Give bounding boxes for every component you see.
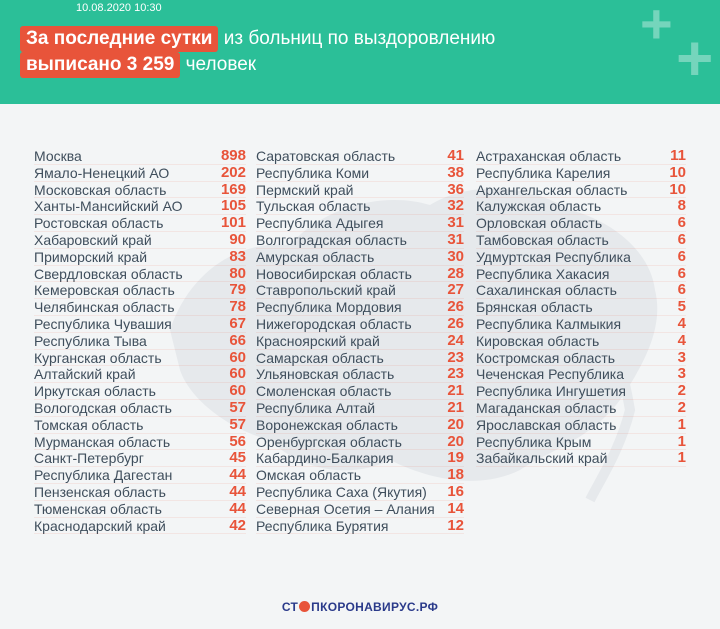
- row-separator: [256, 533, 464, 534]
- date-label: 10.08.2020 10:30: [76, 2, 162, 14]
- region-row: [34, 484, 246, 501]
- region-value: 169: [220, 180, 246, 198]
- region-value: 90: [229, 230, 246, 248]
- region-value: 31: [447, 214, 464, 232]
- region-name: Свердловская область: [34, 265, 183, 282]
- region-name: Республика Тыва: [34, 332, 147, 349]
- region-row: [256, 366, 464, 383]
- region-value: 105: [220, 197, 246, 215]
- region-name: Саратовская область: [256, 148, 396, 164]
- region-value: 31: [447, 230, 464, 248]
- region-name: Тульская область: [256, 198, 371, 215]
- region-name: Хабаровский край: [34, 231, 152, 248]
- region-row: [34, 232, 246, 249]
- region-name: Кировская область: [476, 332, 600, 349]
- region-name: Ульяновская область: [256, 366, 395, 383]
- region-value: 20: [447, 432, 464, 450]
- headline-line-2: [20, 52, 256, 78]
- region-name: Красноярский край: [256, 332, 380, 349]
- region-row: [34, 249, 246, 266]
- region-row: [34, 417, 246, 434]
- region-name: Республика Бурятия: [256, 517, 389, 534]
- region-row: [256, 165, 464, 182]
- region-value: 2: [677, 382, 686, 400]
- region-value: 6: [677, 264, 686, 282]
- region-value: 26: [447, 298, 464, 316]
- region-row: [256, 417, 464, 434]
- region-value: 18: [447, 466, 464, 484]
- region-name: Ставропольский край: [256, 282, 396, 299]
- region-row: [34, 501, 246, 518]
- region-value: 898: [220, 147, 246, 164]
- region-name: Оренбургская область: [256, 433, 402, 450]
- footer-logo: [0, 600, 720, 614]
- region-value: 1: [677, 449, 686, 467]
- region-name: Северная Осетия – Алания: [256, 500, 435, 517]
- region-value: 36: [447, 180, 464, 198]
- region-value: 8: [677, 197, 686, 215]
- region-name: Республика Хакасия: [476, 265, 610, 282]
- region-name: Ростовская область: [34, 215, 164, 232]
- plus-decor-icon: +: [640, 0, 673, 55]
- region-value: 6: [677, 230, 686, 248]
- region-name: Курганская область: [34, 349, 162, 366]
- region-name: Челябинская область: [34, 299, 175, 316]
- region-value: 80: [229, 264, 246, 282]
- region-value: 83: [229, 247, 246, 265]
- region-value: 1: [677, 415, 686, 433]
- region-name: Новосибирская область: [256, 265, 412, 282]
- region-name: Республика Чувашия: [34, 315, 172, 332]
- region-name: Краснодарский край: [34, 517, 166, 534]
- region-name: Нижегородская область: [256, 315, 412, 332]
- region-name: Омская область: [256, 467, 362, 484]
- region-name: Сахалинская область: [476, 282, 617, 299]
- region-row: [476, 350, 686, 367]
- region-value: 23: [447, 348, 464, 366]
- region-column-3: [476, 148, 686, 467]
- region-name: Томская область: [34, 416, 144, 433]
- region-row: [34, 266, 246, 283]
- region-row: [256, 383, 464, 400]
- region-value: 28: [447, 264, 464, 282]
- plus-decor-icon: +: [676, 22, 714, 94]
- region-row: [256, 350, 464, 367]
- region-row: [34, 400, 246, 417]
- region-row: [34, 366, 246, 383]
- region-name: Мурманская область: [34, 433, 171, 450]
- region-value: 4: [677, 331, 686, 349]
- region-name: Пермский край: [256, 181, 354, 198]
- region-name: Орловская область: [476, 215, 603, 232]
- region-name: Москва: [34, 148, 82, 164]
- region-name: Астраханская область: [476, 148, 622, 164]
- total-suffix: человек: [180, 54, 257, 75]
- region-row: [476, 215, 686, 232]
- region-name: Республика Алтай: [256, 399, 376, 416]
- region-row: [34, 383, 246, 400]
- region-row: [256, 232, 464, 249]
- region-name: Республика Ингушетия: [476, 383, 627, 400]
- region-row: [34, 215, 246, 232]
- region-column-2: [256, 148, 464, 534]
- region-value: 60: [229, 348, 246, 366]
- region-row: [256, 400, 464, 417]
- region-value: 67: [229, 314, 246, 332]
- region-name: Республика Мордовия: [256, 299, 402, 316]
- region-value: 21: [447, 382, 464, 400]
- region-name: Ямало-Ненецкий АО: [34, 164, 170, 181]
- region-row: [256, 484, 464, 501]
- region-value: 5: [677, 298, 686, 316]
- headline-rest: из больниц по выздоровлению: [218, 28, 496, 49]
- region-name: Республика Калмыкия: [476, 315, 622, 332]
- region-row: [476, 400, 686, 417]
- region-name: Республика Саха (Якутия): [256, 483, 427, 500]
- region-name: Московская область: [34, 181, 167, 198]
- region-row: [476, 266, 686, 283]
- region-row: [256, 518, 464, 535]
- region-value: 56: [229, 432, 246, 450]
- region-value: 57: [229, 415, 246, 433]
- region-name: Республика Адыгея: [256, 215, 384, 232]
- region-row: [476, 299, 686, 316]
- region-name: Вологодская область: [34, 399, 172, 416]
- region-name: Костромская область: [476, 349, 616, 366]
- region-name: Пензенская область: [34, 483, 166, 500]
- region-name: Калужская область: [476, 198, 602, 215]
- region-name: Санкт-Петербург: [34, 450, 144, 467]
- region-value: 12: [447, 516, 464, 534]
- region-row: [256, 198, 464, 215]
- region-row: [34, 518, 246, 535]
- region-value: 1: [677, 432, 686, 450]
- region-value: 41: [447, 147, 464, 164]
- region-row: [256, 249, 464, 266]
- region-value: 79: [229, 281, 246, 299]
- region-name: Архангельская область: [476, 181, 628, 198]
- region-row: [476, 417, 686, 434]
- region-name: Чеченская Республика: [476, 366, 624, 383]
- region-row: [476, 282, 686, 299]
- region-value: 2: [677, 398, 686, 416]
- region-value: 45: [229, 449, 246, 467]
- region-row: [256, 467, 464, 484]
- region-value: 6: [677, 214, 686, 232]
- region-row: [476, 434, 686, 451]
- region-name: Республика Крым: [476, 433, 592, 450]
- region-name: Приморский край: [34, 248, 148, 265]
- region-row: [34, 350, 246, 367]
- region-name: Смоленская область: [256, 383, 392, 400]
- region-value: 3: [677, 348, 686, 366]
- region-value: 44: [229, 499, 246, 517]
- region-value: 78: [229, 298, 246, 316]
- region-row: [476, 232, 686, 249]
- region-row: [476, 165, 686, 182]
- region-name: Амурская область: [256, 248, 375, 265]
- region-value: 6: [677, 281, 686, 299]
- region-name: Самарская область: [256, 349, 384, 366]
- region-row: [476, 148, 686, 165]
- region-name: Республика Коми: [256, 164, 370, 181]
- headline-total-pill: [20, 52, 180, 78]
- region-name: Брянская область: [476, 299, 593, 316]
- region-value: 202: [220, 163, 246, 181]
- region-row: [256, 182, 464, 199]
- region-row: [34, 333, 246, 350]
- region-value: 44: [229, 482, 246, 500]
- region-row: [476, 316, 686, 333]
- region-name: Удмуртская Республика: [476, 248, 631, 265]
- region-row: [256, 333, 464, 350]
- region-value: 60: [229, 365, 246, 383]
- headline-highlight: За последние сутки: [20, 26, 218, 52]
- region-row: [476, 383, 686, 400]
- region-name: Алтайский край: [34, 366, 136, 383]
- region-row: [476, 450, 686, 467]
- logo-text-end: ПКОРОНАВИРУС.РФ: [311, 600, 439, 614]
- region-value: 38: [447, 163, 464, 181]
- region-value: 3: [677, 365, 686, 383]
- region-value: 24: [447, 331, 464, 349]
- region-row: [256, 215, 464, 232]
- region-value: 16: [447, 482, 464, 500]
- region-name: Кемеровская область: [34, 282, 175, 299]
- region-row: [256, 299, 464, 316]
- region-value: 10: [669, 180, 686, 198]
- region-row: [476, 333, 686, 350]
- total-count: 3 259: [126, 54, 175, 75]
- region-row: [256, 316, 464, 333]
- region-name: Магаданская область: [476, 399, 617, 416]
- region-row: [256, 501, 464, 518]
- region-row: [34, 467, 246, 484]
- region-row: [34, 182, 246, 199]
- region-row: [256, 282, 464, 299]
- region-row: [34, 299, 246, 316]
- region-row: [34, 316, 246, 333]
- region-row: [256, 434, 464, 451]
- region-value: 66: [229, 331, 246, 349]
- region-name: Иркутская область: [34, 383, 156, 400]
- region-value: 60: [229, 382, 246, 400]
- region-row: [256, 148, 464, 165]
- region-row: [476, 198, 686, 215]
- region-name: Республика Дагестан: [34, 467, 173, 484]
- logo-text-start: СТ: [281, 600, 299, 614]
- region-name: Ярославская область: [476, 416, 617, 433]
- region-row: [476, 366, 686, 383]
- header-banner: [0, 0, 720, 104]
- region-value: 20: [447, 415, 464, 433]
- region-value: 42: [229, 516, 246, 534]
- region-row: [256, 450, 464, 467]
- region-value: 4: [677, 314, 686, 332]
- row-separator: [34, 533, 246, 534]
- region-name: Волгоградская область: [256, 231, 407, 248]
- region-row: [34, 198, 246, 215]
- region-value: 10: [669, 163, 686, 181]
- total-prefix: выписано: [26, 54, 127, 75]
- region-column-1: [34, 148, 246, 534]
- row-separator: [476, 466, 686, 467]
- region-value: 19: [447, 449, 464, 467]
- headline-line-1: [20, 26, 495, 52]
- region-name: Республика Карелия: [476, 164, 611, 181]
- region-value: 14: [447, 499, 464, 517]
- region-name: Тюменская область: [34, 500, 162, 517]
- region-value: 6: [677, 247, 686, 265]
- region-row: [34, 450, 246, 467]
- region-row: [34, 148, 246, 165]
- region-value: 23: [447, 365, 464, 383]
- region-name: Забайкальский край: [476, 450, 608, 467]
- region-name: Тамбовская область: [476, 231, 609, 248]
- region-name: Воронежская область: [256, 416, 398, 433]
- region-row: [256, 266, 464, 283]
- region-row: [34, 165, 246, 182]
- region-row: [476, 182, 686, 199]
- region-value: 44: [229, 466, 246, 484]
- region-value: 57: [229, 398, 246, 416]
- region-value: 30: [447, 247, 464, 265]
- region-name: Ханты-Мансийский АО: [34, 198, 183, 215]
- region-value: 26: [447, 314, 464, 332]
- region-row: [34, 282, 246, 299]
- region-value: 11: [670, 147, 686, 164]
- logo-stop-icon: [299, 601, 310, 612]
- region-value: 32: [447, 197, 464, 215]
- region-value: 21: [447, 398, 464, 416]
- region-name: Кабардино-Балкария: [256, 450, 394, 467]
- region-value: 27: [447, 281, 464, 299]
- region-row: [34, 434, 246, 451]
- region-row: [476, 249, 686, 266]
- region-value: 101: [220, 214, 246, 232]
